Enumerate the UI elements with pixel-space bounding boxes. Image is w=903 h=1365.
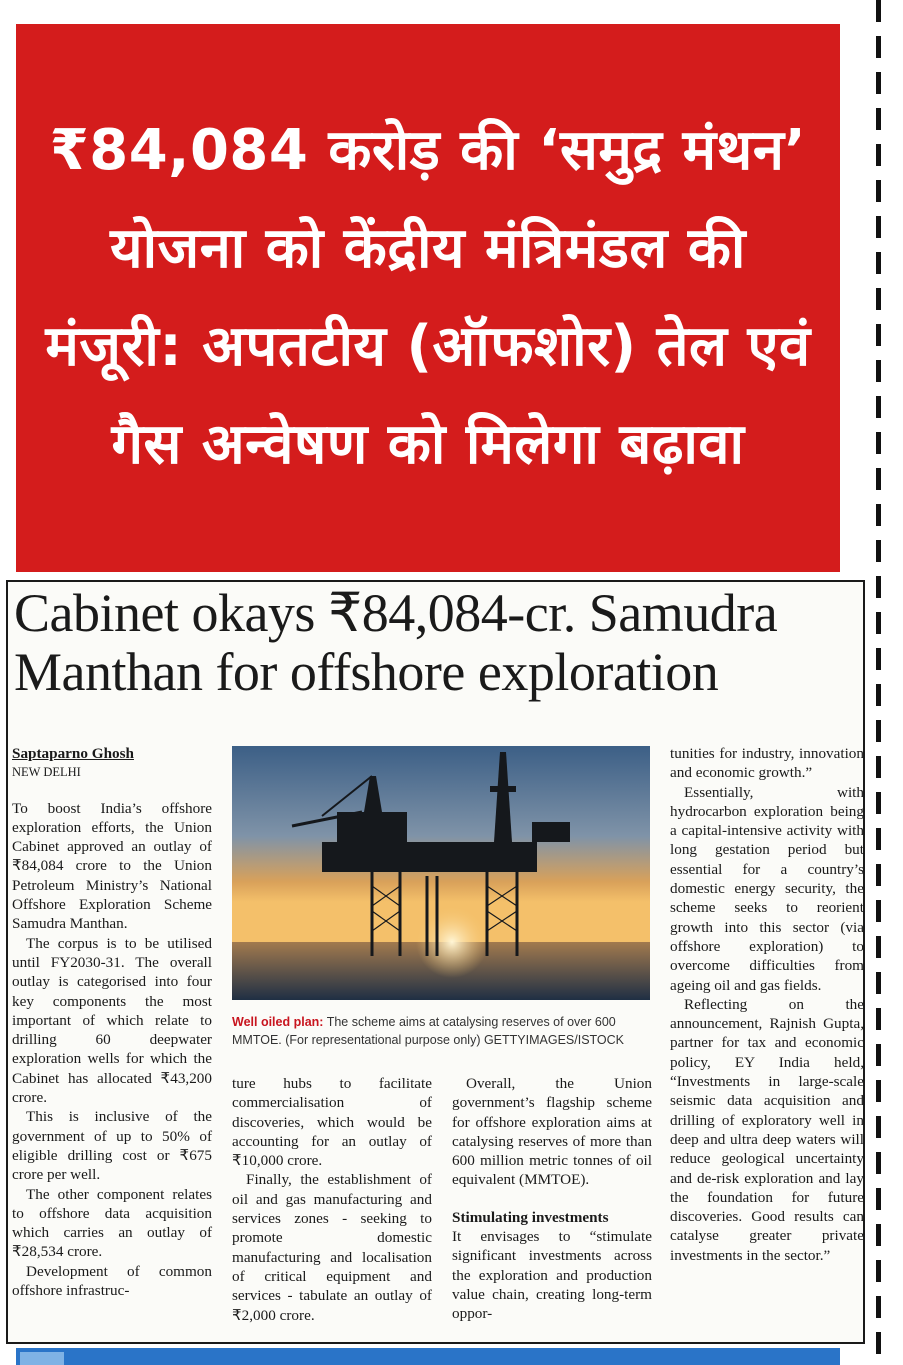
byline: Saptaparno Ghosh — [12, 745, 134, 762]
paragraph: tunities for industry, innovation and economic growth.” — [670, 745, 864, 782]
paragraph: The other component relates to offshore data acquisition which carries an outlay of ₹28,534 crore. — [12, 1185, 212, 1261]
offshore-oil-rig-photo — [232, 746, 650, 1000]
paragraph: Overall, the Union government’s flagship scheme for offshore exploration aims at catalysing reserves of more than 600 million metric tonnes of oil equivalent (MMTOE). — [452, 1075, 652, 1189]
paragraph: This is inclusive of the government of up to 50% of eligible drilling cost or ₹675 crore per well. — [12, 1108, 212, 1184]
hindi-headline-banner — [16, 24, 840, 572]
article-column-2 — [232, 1074, 432, 1325]
article-column-4 — [670, 744, 864, 1265]
newspaper-clipping — [6, 580, 865, 1344]
hindi-headline: ₹84,084 करोड़ की ‘समुद्र मंथन’ योजना को केंद्रीय मंत्रिमंडल की मंजूरी: अपतटीय (ऑफशोर) तेल एवं गैस अन्वेषण को मिलेगा बढ़ावा — [45, 118, 811, 477]
dashed-border-rail — [876, 0, 881, 1365]
paragraph: Finally, the establishment of oil and gas manufacturing and services zones - seeking to promote domestic manufacturing and localisation of critical equipment and services - tabulate an outlay of ₹2,000 crore. — [232, 1171, 432, 1324]
paragraph: ture hubs to facilitate commercialisation of discoveries, which would be accounting for an outlay of ₹10,000 crore. — [232, 1075, 432, 1170]
article-column-3 — [452, 1074, 652, 1324]
paragraph: Essentially, with hydrocarbon exploration being a capital-intensive activity with long gestation period but essential for a country’s domestic energy security, the scheme seeks to reorient growth into this sector (via offshore exploration) to overcome difficulties from ageing oil and gas fields. — [670, 783, 864, 994]
caption-lead: Well oiled plan: — [232, 1015, 324, 1029]
next-banner-strip — [16, 1348, 840, 1365]
dateline: NEW DELHI — [12, 765, 81, 780]
subhead: Stimulating investments — [452, 1208, 609, 1226]
caption-text: The scheme aims at catalysing reserves of over 600 MMTOE. (For representational purpose only) GETTYIMAGES/ISTOCK — [232, 1015, 625, 1047]
photo-caption — [232, 1014, 652, 1049]
paragraph: The corpus is to be utilised until FY2030-31. The overall outlay is categorised into four key components the most important of which relate to drilling 60 deepwater exploration wells for which the Cabinet has allocated ₹43,200 crore. — [12, 934, 212, 1107]
strip-icon — [20, 1352, 64, 1365]
paragraph: It envisages to “stimulate significant investments across the exploration and production value chain, creating long-term oppor- — [452, 1228, 652, 1323]
article-column-1 — [12, 744, 212, 1300]
paragraph: Development of common offshore infrastruc- — [12, 1262, 212, 1300]
oil-rig-image — [232, 746, 650, 1000]
paragraph: Reflecting on the announcement, Rajnish Gupta, partner for tax and economic policy, EY India held, “Investments in large-scale seismic data acquisition and drilling of exploratory well in deep and ultra deep waters will reduce geological uncertainty and de-risk exploration and lay the foundation for future discoveries. Good results can catalyse greater private investments in the sector.” — [670, 995, 864, 1264]
paragraph: To boost India’s offshore exploration efforts, the Union Cabinet approved an outlay of ₹84,084 crore to the Union Petroleum Ministry’s National Offshore Exploration Scheme Samudra Manthan. — [12, 799, 212, 933]
article-headline: Cabinet okays ₹84,084-cr. Samudra Manthan for offshore exploration — [14, 583, 778, 702]
